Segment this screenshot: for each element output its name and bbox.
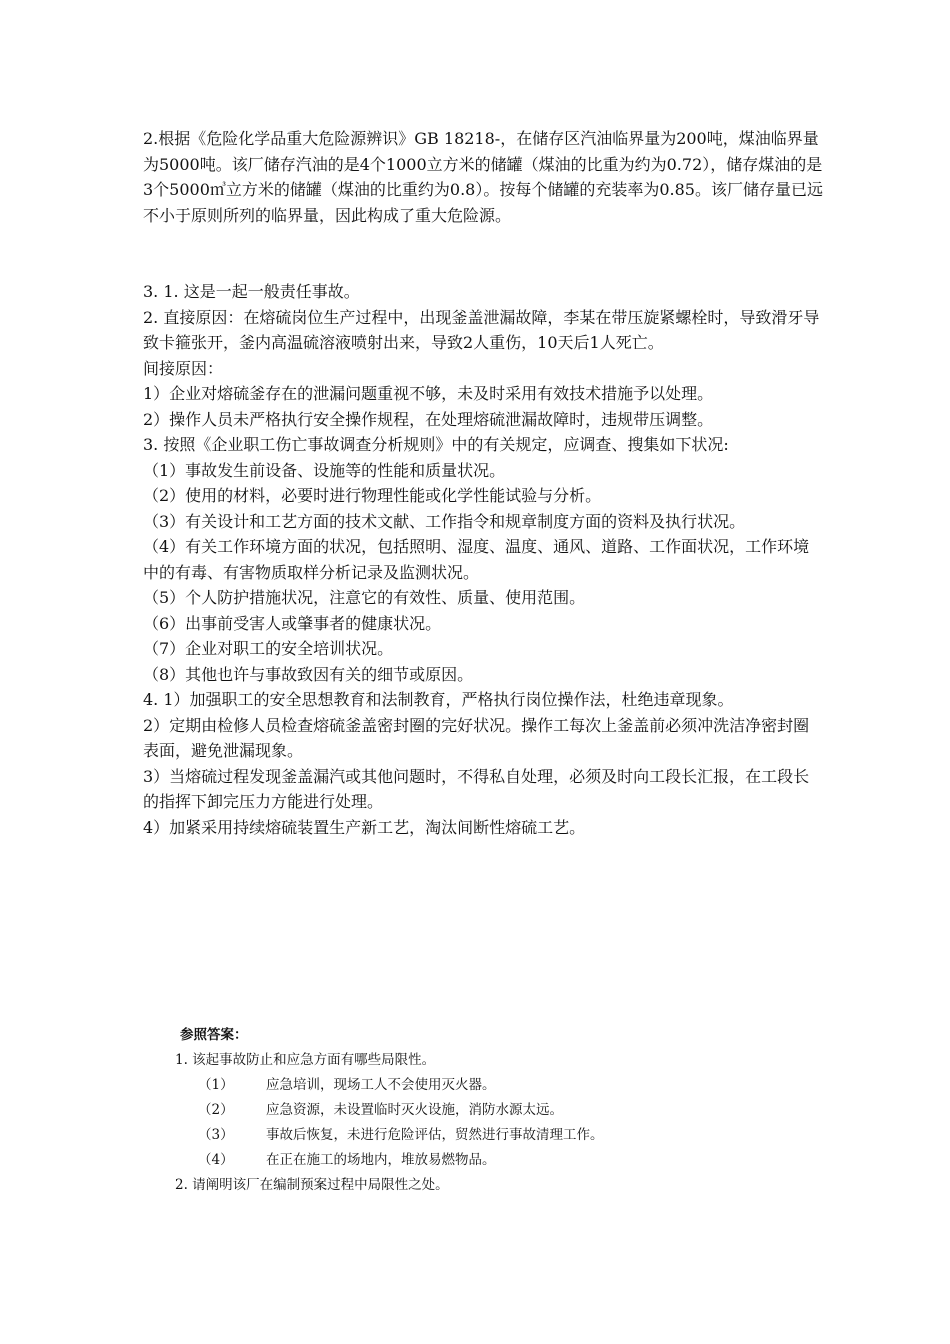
section-4-line: 4. 1）加强职工的安全思想教育和法制教育，严格执行岗位操作法，杜绝违章现象。 <box>143 690 734 709</box>
item-text: 事故后恢复，未进行危险评估，贸然进行事故清理工作。 <box>266 1127 604 1143</box>
item-text: 应急资源，未设置临时灭火设施，消防水源太远。 <box>266 1102 563 1118</box>
spacer <box>143 228 823 279</box>
section-3-line: （1）事故发生前设备、设施等的性能和质量状况。 <box>143 460 506 480</box>
section-3-line: 3. 1. 这是一起一般责任事故。 <box>143 282 360 301</box>
section-3-line: 3. 按照《企业职工伤亡事故调查分析规则》中的有关规定，应调查、搜集如下状况: <box>143 435 729 454</box>
section-3-line: 间接原因： <box>143 358 224 378</box>
section-3-line: 2）操作人员未严格执行安全操作规程，在处理熔硫泄漏故障时，违规带压调整。 <box>143 409 714 429</box>
reference-answer-block <box>175 1023 815 1198</box>
item-number: （3） <box>198 1127 234 1143</box>
reference-question-2: 2. 请阐明该厂在编制预案过程中局限性之处。 <box>175 1177 449 1193</box>
section-3-line: （6）出事前受害人或肇事者的健康状况。 <box>143 613 442 633</box>
section-3-line: （3）有关设计和工艺方面的技术文献、工作指令和规章制度方面的资料及执行状况。 <box>143 511 746 531</box>
reference-item <box>175 1123 815 1148</box>
section-4-line: 4）加紧采用持续熔硫装置生产新工艺，淘汰间断性熔硫工艺。 <box>143 817 586 837</box>
reference-item <box>175 1098 815 1123</box>
section-3-line: （2）使用的材料，必要时进行物理性能或化学性能试验与分析。 <box>143 486 602 505</box>
section-3-line: 1）企业对熔硫釜存在的泄漏问题重视不够，未及时采用有效技术措施予以处理。 <box>143 384 714 403</box>
reference-question-1: 1. 该起事故防止和应急方面有哪些局限性。 <box>175 1052 436 1068</box>
reference-title: 参照答案： <box>180 1027 248 1043</box>
section-2-paragraph: 2.根据《危险化学品重大危险源辨识》GB 18218-，在储存区汽油临界量为200吨，煤油临界量为5000吨。该厂储存汽油的是4个1000立方米的储罐（煤油的比重为约为0.72），储存煤油的是3个5000㎥立方米的储罐（煤油的比重约为0.8）。按每个储罐的充装率为0.85。该厂储存量已远不小于原则所列的临界量，因此构成了重大危险源。 <box>143 129 823 225</box>
section-3-line: （5）个人防护措施状况，注意它的有效性、质量、使用范围。 <box>143 588 586 607</box>
item-number: （2） <box>198 1102 234 1118</box>
reference-item <box>175 1148 815 1173</box>
section-3-line: （8）其他也许与事故致因有关的细节或原因。 <box>143 664 474 684</box>
reference-item <box>175 1073 815 1098</box>
item-text: 应急培训，现场工人不会使用灭火器。 <box>266 1077 496 1093</box>
answer-body <box>143 126 823 840</box>
item-number: （1） <box>198 1077 234 1093</box>
section-3-line: （7）企业对职工的安全培训状况。 <box>143 639 394 658</box>
section-4-line: 2）定期由检修人员检查熔硫釜盖密封圈的完好状况。操作工每次上釜盖前必须冲洗洁净密封圈表面，避免泄漏现象。 <box>143 715 810 760</box>
item-number: （4） <box>198 1152 234 1168</box>
item-text: 在正在施工的场地内，堆放易燃物品。 <box>266 1152 496 1168</box>
section-3-line: 2. 直接原因：在熔硫岗位生产过程中，出现釜盖泄漏故障，李某在带压旋紧螺栓时，导致滑牙导致卡箍张开，釜内高温硫溶液喷射出来，导致2人重伤，10天后1人死亡。 <box>143 307 820 352</box>
section-3-line: （4）有关工作环境方面的状况，包括照明、湿度、温度、通风、道路、工作面状况，工作环境中的有毒、有害物质取样分析记录及监测状况。 <box>143 537 810 582</box>
section-4-line: 3）当熔硫过程发现釜盖漏汽或其他问题时，不得私自处理，必须及时向工段长汇报，在工段长的指挥下卸完压力方能进行处理。 <box>143 766 810 811</box>
